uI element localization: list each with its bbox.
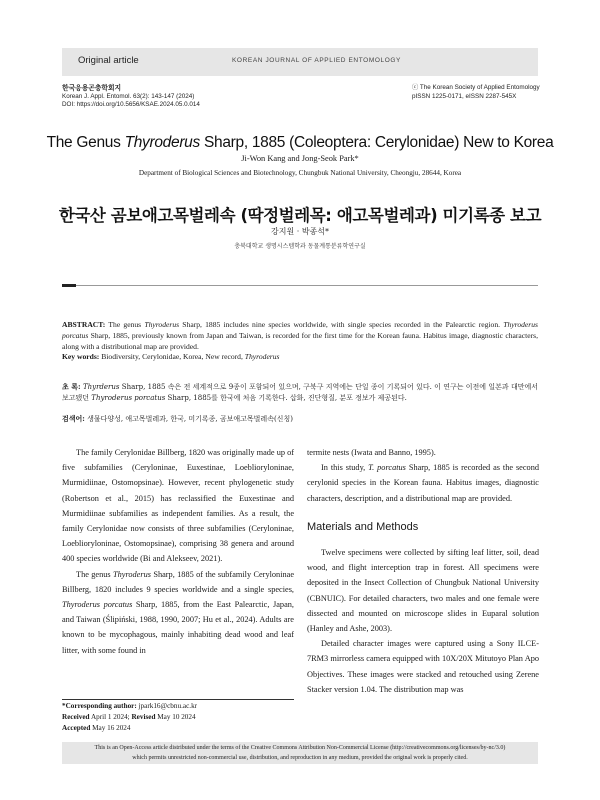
corresponding-author: [62, 701, 302, 712]
body-paragraph: [62, 567, 294, 658]
footnote-divider: [62, 699, 294, 700]
title-korean: 한국산 곰보애고목벌레속 (딱정벌레목: 애고목벌레과) 미기록종 보고: [58, 206, 542, 225]
korean-abstract-genus: Thyrderus: [82, 383, 120, 391]
abstract-text: Sharp, 1885 includes nine species worldwide, with single species recorded in the Palearctic region.: [179, 320, 504, 329]
affiliation-english: Department of Biological Sciences and Biotechnology, Chungbuk National University, Cheongju, 28644, Korea: [138, 169, 462, 177]
abstract-text: Sharp, 1885, previously known from Japan and Taiwan, is recorded for the first time for the Korean fauna. Habitus image, diagnostic characters, along with a distributional map are provided.: [62, 330, 538, 351]
citation-block: [62, 84, 200, 110]
body-text: Sharp, 1885, from the East Palearctic, Japan, and Taiwan (Ślipiński, 1988, 1990, 2007; Hu et al., 2024). Adults are known to be mycophagous, mainly inhabiting dead wood and leaf litter, with some found in: [62, 600, 294, 655]
revised-label: Revised: [131, 713, 156, 721]
title-part: The Genus: [46, 134, 125, 151]
body-text: Sharp, 1885 is recorded as the second cerylonid species in the Korean fauna. Habitus images, diagnostic characters, description, and a distributional map are provided.: [307, 463, 539, 503]
divider-thin: [76, 285, 538, 286]
license-line: which permits unrestricted non-commercial use, distribution, and reproduction in any medium, provided the original work is properly cited.: [132, 755, 468, 761]
accepted-date: May 16 2024: [90, 724, 131, 732]
section-heading: Materials and Methods: [307, 520, 419, 533]
received-label: Received: [62, 713, 90, 721]
abstract: [62, 320, 538, 352]
korean-abstract-species: Thyroderus porcatus: [91, 393, 166, 402]
body-paragraph: [307, 460, 539, 506]
title-part: Sharp, 1885 (Coleoptera: Cerylonidae) New to Korea: [199, 134, 554, 151]
revised-date: May 10 2024: [155, 713, 196, 721]
body-text: The genus: [76, 569, 114, 579]
korean-keywords-text: 생물다양성, 애고목벌레과, 한국, 미기록종, 곰보애고목벌레속(신칭): [84, 415, 293, 423]
abstract-species: Thyroderus porcatus: [62, 320, 538, 340]
abstract-label: ABSTRACT:: [62, 320, 106, 329]
divider-thick: [62, 284, 76, 287]
korean-keywords: [62, 414, 538, 424]
korean-abstract-label: 초 록:: [62, 382, 81, 391]
journal-abbrev: Korean J. Appl. Entomol. 63(2): 143-147 (2024): [62, 92, 195, 100]
body-paragraph: The family Cerylonidae Billberg, 1820 was originally made up of five subfamilies (Ceryloninae, Euxestinae, Loeblioryloninae, Murmidiinae, Ostomopsinae). However, recent phylogenetic study (Robertson et al., 2015) has reclassified the Euxestinae and Murmidiinae subfamilies as independent families. As a result, the family Cerylonidae now consists of three subfamilies (Ceryloninae, Loeblioryloninae, Ostomopsinae), comprising 38 genera and around 400 species worldwide (Bi and Alekseev, 2021).: [62, 448, 294, 564]
society-block: [412, 84, 540, 101]
journal-korean: 한국응용곤충학회지: [62, 84, 122, 92]
body-paragraph: Twelve specimens were collected by sifting leaf litter, soil, dead wood, and flight interception trap in forest. All specimens were deposited in the Insect Collection of Chungbuk National University (CBNUIC). For detailed characters, two males and one female were dissected and mounted on microscope slides in Euparal solution (Hanley and Ashe, 2003).: [307, 548, 539, 634]
abstract-genus: Thyroderus: [144, 320, 180, 329]
issn: pISSN 1225-0171, eISSN 2287-545X: [412, 92, 517, 100]
title-english: [0, 134, 600, 152]
keywords: [62, 352, 538, 363]
keywords-text: Biodiversity, Cerylonidae, Korea, New record,: [99, 352, 245, 361]
received-date: April 1 2024;: [89, 713, 132, 721]
korean-abstract-text: Sharp, 1885 속은 전 세계적으로 9종이 포함되어 있으며, 구북구 지역에는 단일 종이 기록되어 있다. 이 연구는 이전에 일본과 대만에서 보고됐던: [62, 383, 538, 402]
journal-name: KOREAN JOURNAL OF APPLIED ENTOMOLOGY: [232, 57, 401, 64]
body-paragraph: termite nests (Iwata and Banno, 1995).: [307, 448, 436, 457]
body-text: In this study,: [321, 463, 369, 473]
affiliation-korean: 충북대학교 생명시스템학과 동물계통분류학연구실: [234, 243, 366, 250]
keywords-label: Key words:: [62, 352, 100, 361]
body-species: Thyroderus porcatus: [62, 600, 133, 610]
accepted: [62, 723, 302, 734]
body-column-right: [307, 445, 539, 697]
korean-abstract-text: Sharp, 1885를 한국에 처음 기록한다. 삽화, 진단형질, 분포 정보가 제공된다.: [165, 393, 407, 402]
korean-abstract: [62, 382, 538, 404]
body-paragraph: Detailed character images were captured using a Sony ILCE-7RM3 mirrorless camera equipped with 10X/20X Mitutoyo Plan Apo Objectives. These images were stacked and retouched using Zerene Stacker version 1.04. The distribution map was: [307, 639, 539, 694]
korean-keywords-label: 검색어:: [62, 414, 85, 423]
doi-link[interactable]: DOI: https://doi.org/10.5656/KSAE.2024.05.0.014: [62, 101, 200, 109]
accepted-label: Accepted: [62, 724, 91, 732]
body-text: Sharp, 1885 of the subfamily Ceryloninae Billberg, 1820 includes 9 species worldwide and a single species,: [62, 569, 295, 594]
body-genus: Thyroderus: [113, 569, 151, 579]
title-genus: Thyroderus: [124, 134, 200, 151]
body-species: T. porcatus: [368, 463, 406, 473]
license-text: [62, 743, 538, 763]
license-line: This is an Open-Access article distributed under the terms of the Creative Commons Attribution Non-Commercial License (http://creativecommons.org/licenses/by-nc/3.0): [94, 745, 506, 751]
corresponding-label: *Corresponding author:: [62, 702, 137, 710]
article-type: Original article: [78, 55, 139, 66]
body-column-left: [62, 445, 294, 658]
authors-korean: 강지원 · 박종석*: [271, 227, 329, 236]
received-revised: [62, 712, 302, 723]
footnote: [62, 701, 302, 734]
keywords-genus: Thyroderus: [244, 352, 280, 361]
authors-english: Ji-Won Kang and Jong-Seok Park*: [241, 154, 359, 163]
abstract-text: The genus: [105, 320, 145, 329]
corresponding-email[interactable]: jpark16@cbnu.ac.kr: [136, 702, 198, 710]
copyright: ⓒ The Korean Society of Applied Entomology: [412, 84, 540, 91]
